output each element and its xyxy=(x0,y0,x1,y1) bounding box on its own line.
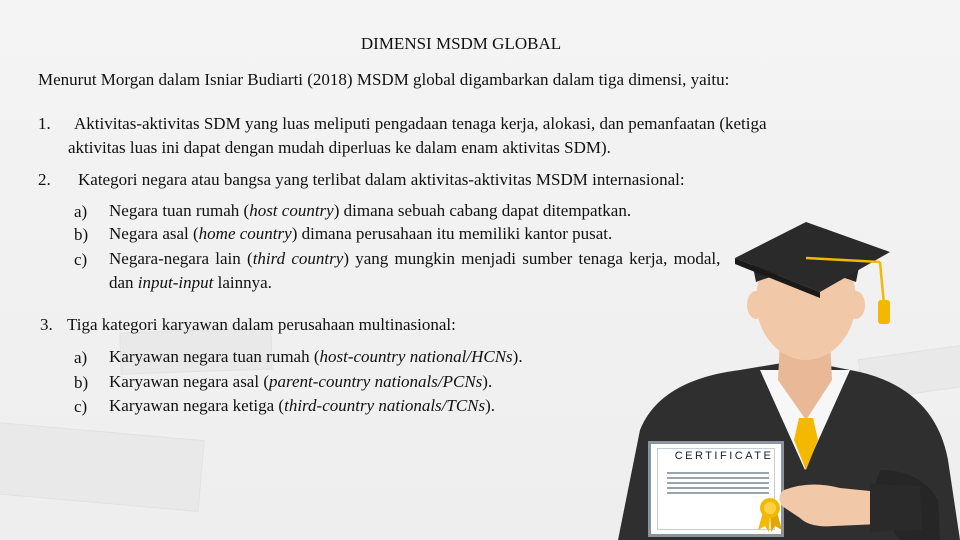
hand-icon xyxy=(770,478,930,538)
item-3-text: Tiga kategori karyawan dalam perusahaan multinasional: xyxy=(67,315,456,334)
item-2b-text: Negara asal (home country) dimana perusahaan itu memiliki kantor pusat. xyxy=(109,224,613,243)
item-3-number: 3. xyxy=(40,315,53,334)
item-2c-text-line-2: dan input-input lainnya. xyxy=(109,273,272,292)
certificate-label: CERTIFICATE xyxy=(674,450,774,462)
item-1-line-1: Aktivitas-aktivitas SDM yang luas meliputi pengadaan tenaga kerja, alokasi, dan pemanfaatan (ketiga xyxy=(74,114,767,133)
item-3a-text: Karyawan negara tuan rumah (host-country national/HCNs). xyxy=(109,347,523,366)
item-2c-text: Negara-negara lain (third country) yang mungkin menjadi sumber tenaga kerja, modal, xyxy=(109,249,721,268)
item-3a-letter: a) xyxy=(74,348,88,367)
intro-text: Menurut Morgan dalam Isniar Budiarti (2018) MSDM global digambarkan dalam tiga dimensi, yaitu: xyxy=(38,70,730,89)
tassel xyxy=(878,300,890,324)
item-1-number: 1. xyxy=(38,114,51,133)
item-2a-letter: a) xyxy=(74,202,88,221)
item-3b-text: Karyawan negara asal (parent-country nationals/PCNs). xyxy=(109,372,493,391)
item-2-text: Kategori negara atau bangsa yang terlibat dalam aktivitas-aktivitas MSDM internasional: xyxy=(78,170,685,189)
item-2c-letter: c) xyxy=(74,250,88,269)
slide-title: DIMENSI MSDM GLOBAL xyxy=(360,34,562,53)
item-2b-letter: b) xyxy=(74,225,89,244)
item-1-line-2: aktivitas luas ini dapat dengan mudah diperluas ke dalam enam aktivitas SDM). xyxy=(68,138,611,157)
item-2a-text: Negara tuan rumah (host country) dimana sebuah cabang dapat ditempatkan. xyxy=(109,201,632,220)
item-3c-letter: c) xyxy=(74,397,88,416)
item-3b-letter: b) xyxy=(74,373,89,392)
item-3c-text: Karyawan negara ketiga (third-country nationals/TCNs). xyxy=(109,396,496,415)
item-2-number: 2. xyxy=(38,170,51,189)
